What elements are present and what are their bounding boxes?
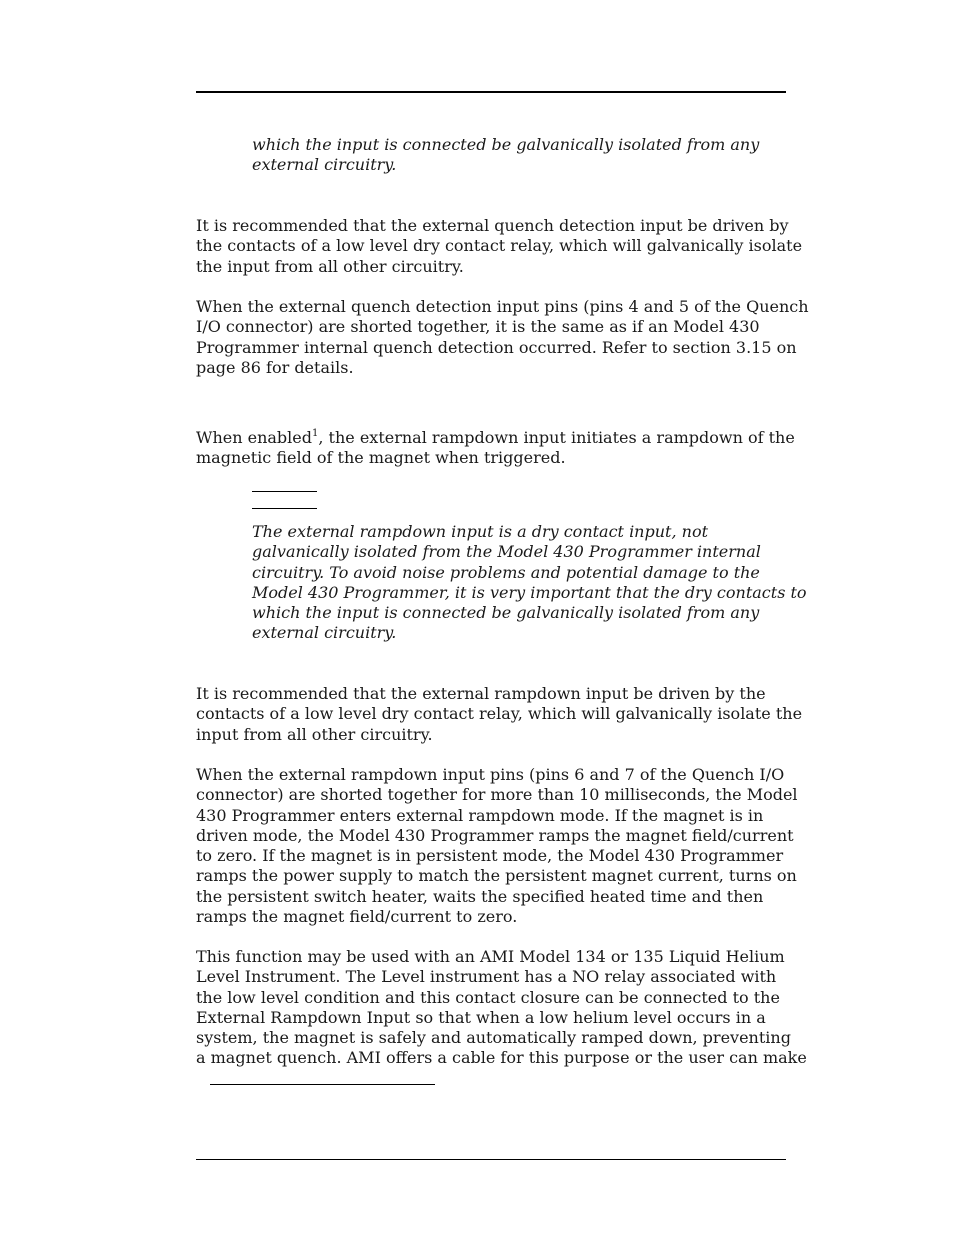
text-line: the contacts of a low level dry contact relay, which will galvanically isolate bbox=[196, 236, 803, 256]
text-line: I/O connector) are shorted together, it is the same as if an Model 430 bbox=[196, 317, 760, 337]
header-rule bbox=[196, 91, 786, 93]
footnote-separator bbox=[210, 1084, 435, 1085]
text-line: ramps the power supply to match the persistent magnet current, turns on bbox=[196, 866, 797, 886]
text-line: external circuitry. bbox=[252, 623, 397, 643]
text-line: galvanically isolated from the Model 430 Programmer internal bbox=[252, 542, 761, 562]
text-fragment: When enabled bbox=[196, 428, 312, 447]
text-line: page 86 for details. bbox=[196, 357, 354, 377]
text-line: connector) are shorted together for more than 10 milliseconds, the Model bbox=[196, 785, 798, 805]
text-line: External Rampdown Input so that when a low helium level occurs in a bbox=[196, 1007, 766, 1027]
text-line: driven mode, the Model 430 Programmer ramps the magnet field/current bbox=[196, 825, 794, 845]
text-line bbox=[196, 428, 795, 448]
text-line: which the input is connected be galvanically isolated from any bbox=[252, 135, 760, 154]
text-line: which the input is connected be galvanically isolated from any bbox=[252, 603, 760, 623]
text-line: contacts of a low level dry contact relay, which will galvanically isolate the bbox=[196, 704, 803, 724]
text-line: a magnet quench. AMI offers a cable for this purpose or the user can make bbox=[196, 1048, 807, 1068]
paragraph-rampdown-recommendation bbox=[196, 684, 802, 745]
text-line: magnetic field of the magnet when triggered. bbox=[196, 448, 566, 468]
text-line: It is recommended that the external quench detection input be driven by bbox=[196, 216, 789, 235]
paragraph-helium-level bbox=[196, 947, 807, 1069]
paragraph-quench-pins bbox=[196, 297, 809, 378]
caution-note bbox=[252, 522, 807, 644]
text-line: 430 Programmer enters external rampdown mode. If the magnet is in bbox=[196, 805, 764, 825]
text-line: input from all other circuitry. bbox=[196, 724, 433, 744]
text-line: the input from all other circuitry. bbox=[196, 256, 464, 276]
note-divider-top bbox=[252, 491, 317, 492]
carryover-note bbox=[252, 135, 759, 176]
text-line: to zero. If the magnet is in persistent mode, the Model 430 Programmer bbox=[196, 846, 784, 866]
footer-rule bbox=[196, 1159, 786, 1160]
text-line: system, the magnet is safely and automatically ramped down, preventing bbox=[196, 1028, 791, 1048]
text-line: The external rampdown input is a dry contact input, not bbox=[252, 522, 708, 541]
text-line: circuitry. To avoid noise problems and potential damage to the bbox=[252, 562, 760, 582]
note-divider-bottom bbox=[252, 508, 317, 509]
text-line: the low level condition and this contact closure can be connected to the bbox=[196, 987, 780, 1007]
text-fragment: , the external rampdown input initiates a rampdown of the bbox=[318, 428, 795, 447]
text-line: external circuitry. bbox=[252, 155, 397, 175]
text-line: Level Instrument. The Level instrument has a NO relay associated with bbox=[196, 967, 777, 987]
footnote-reference[interactable]: 1 bbox=[312, 427, 319, 439]
text-line: This function may be used with an AMI Model 134 or 135 Liquid Helium bbox=[196, 947, 785, 966]
text-line: It is recommended that the external rampdown input be driven by the bbox=[196, 684, 766, 703]
text-line: When the external quench detection input pins (pins 4 and 5 of the Quench bbox=[196, 297, 809, 316]
text-line: the persistent switch heater, waits the specified heated time and then bbox=[196, 886, 764, 906]
text-line: Programmer internal quench detection occurred. Refer to section 3.15 on bbox=[196, 337, 797, 357]
paragraph-quench-recommendation bbox=[196, 216, 802, 277]
text-line: Model 430 Programmer, it is very important that the dry contacts to bbox=[252, 582, 807, 602]
paragraph-rampdown-pins bbox=[196, 765, 798, 927]
text-line: ramps the magnet field/current to zero. bbox=[196, 907, 518, 927]
paragraph-rampdown-intro bbox=[196, 428, 795, 469]
text-line: When the external rampdown input pins (pins 6 and 7 of the Quench I/O bbox=[196, 765, 785, 784]
